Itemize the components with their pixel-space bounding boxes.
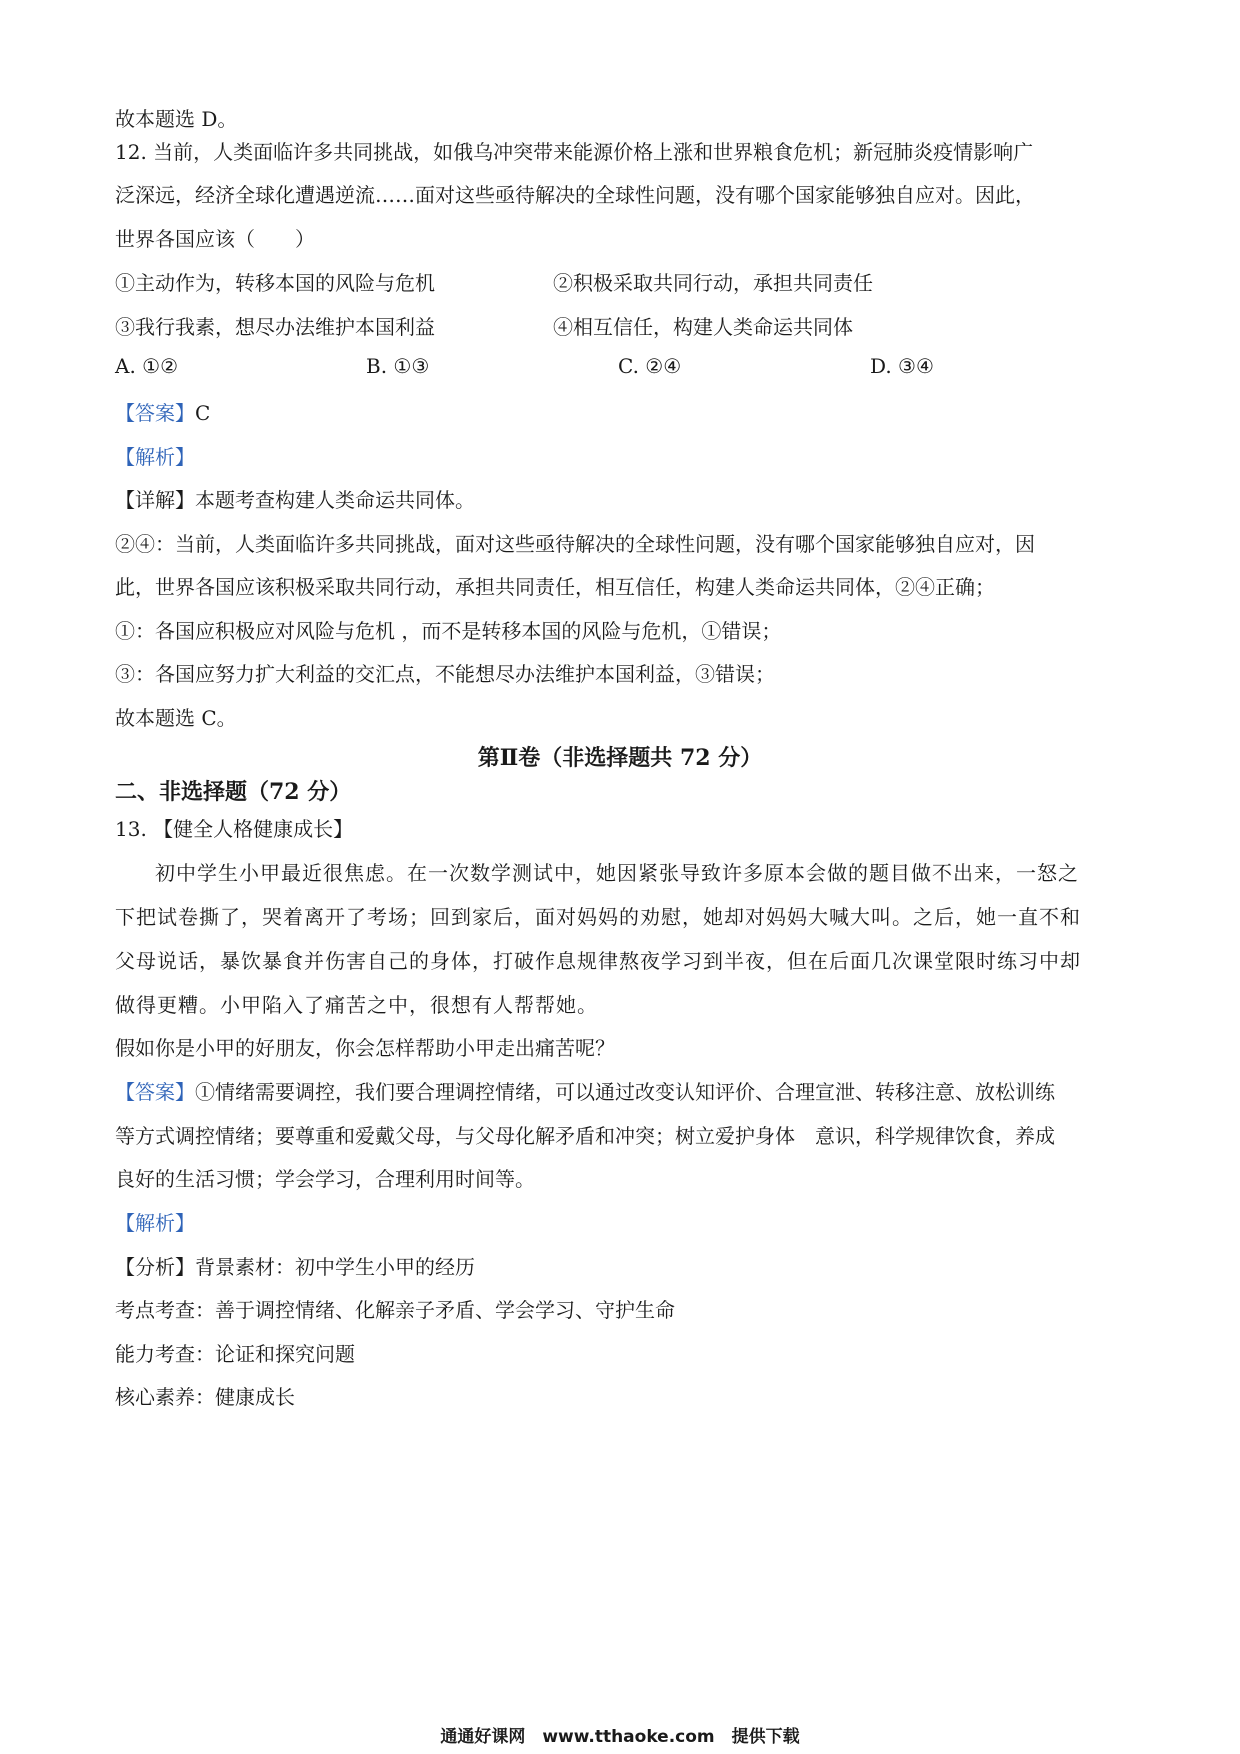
q13-material-line-1: 初中学生小甲最近很焦虑。在一次数学测试中，她因紧张导致许多原本会做的题目做不出来，一怒之 bbox=[155, 861, 1079, 885]
q13-material-line-4: 做得更糟。小甲陷入了痛苦之中，很想有人帮帮她。 bbox=[115, 993, 598, 1017]
q12-choice-a: A. ①② bbox=[115, 354, 179, 378]
answer-tag: 【答案】 bbox=[115, 1080, 195, 1104]
q12-item-3: ③我行我素，想尽办法维护本国利益 bbox=[115, 315, 435, 339]
q12-choice-b: B. ①③ bbox=[366, 354, 430, 378]
q13-answer-line-3: 良好的生活习惯；学会学习，合理利用时间等。 bbox=[115, 1167, 535, 1191]
footer-watermark: 通通好课网 www.tthaoke.com 提供下载 bbox=[440, 1727, 800, 1747]
q12-explanation-line-1: ②④：当前，人类面临许多共同挑战，面对这些亟待解决的全球性问题，没有哪个国家能够独自应对，因 bbox=[115, 532, 1035, 556]
q13-material-line-2: 下把试卷撕了，哭着离开了考场；回到家后，面对妈妈的劝慰，她却对妈妈大喊大叫。之后，她一直不和 bbox=[115, 905, 1081, 929]
q12-analysis-tag: 【解析】 bbox=[115, 445, 195, 469]
q12-stem-line-3: 世界各国应该（ ） bbox=[115, 227, 315, 251]
answer-value: C bbox=[195, 401, 211, 425]
q12-choice-c: C. ②④ bbox=[618, 354, 682, 378]
q12-item-1: ①主动作为，转移本国的风险与危机 bbox=[115, 271, 435, 295]
q12-choice-d: D. ③④ bbox=[870, 354, 934, 378]
q12-conclusion: 故本题选 C。 bbox=[115, 706, 237, 730]
q12-explanation-item-3: ③：各国应努力扩大利益的交汇点，不能想尽办法维护本国利益，③错误； bbox=[115, 662, 775, 686]
q13-answer-line-2: 等方式调控情绪；要尊重和爱戴父母，与父母化解矛盾和冲突；树立爱护身体 意识，科学规律饮食，养成 bbox=[115, 1124, 1055, 1148]
q12-stem-line-2: 泛深远，经济全球化遭遇逆流……面对这些亟待解决的全球性问题，没有哪个国家能够独自应对。因此， bbox=[115, 183, 1035, 207]
q13-analysis-tag: 【解析】 bbox=[115, 1211, 195, 1235]
q12-item-4: ④相互信任，构建人类命运共同体 bbox=[553, 315, 853, 339]
part-2-title: 第Ⅱ卷（非选择题共 72 分） bbox=[477, 745, 763, 771]
q12-detail: 【详解】本题考查构建人类命运共同体。 bbox=[115, 488, 475, 512]
q12-stem-line-1: 12. 当前，人类面临许多共同挑战，如俄乌冲突带来能源价格上涨和世界粮食危机；新冠肺炎疫情影响广 bbox=[115, 140, 1034, 164]
answer-tag: 【答案】 bbox=[115, 401, 195, 425]
q13-material-line-3: 父母说话，暴饮暴食并伤害自己的身体，打破作息规律熬夜学习到半夜，但在后面几次课堂限时练习中却 bbox=[115, 949, 1081, 973]
q13-analysis-line-2: 考点考查：善于调控情绪、化解亲子矛盾、学会学习、守护生命 bbox=[115, 1298, 675, 1322]
q13-analysis-line-1: 【分析】背景素材：初中学生小甲的经历 bbox=[115, 1255, 475, 1279]
q12-answer bbox=[115, 398, 1125, 428]
q12-explanation-line-2: 此，世界各国应该积极采取共同行动，承担共同责任，相互信任，构建人类命运共同体，②④正确； bbox=[115, 575, 995, 599]
q11-conclusion: 故本题选 D。 bbox=[115, 107, 238, 131]
section-2-title: 二、非选择题（72 分） bbox=[115, 779, 352, 805]
q13-analysis-line-3: 能力考查：论证和探究问题 bbox=[115, 1342, 355, 1366]
q13-analysis-line-4: 核心素养：健康成长 bbox=[115, 1385, 295, 1409]
q12-explanation-item-1: ①：各国应积极应对风险与危机 ，而不是转移本国的风险与危机，①错误； bbox=[115, 619, 782, 643]
q13-answer-line-1 bbox=[115, 1077, 1125, 1107]
answer-text: ①情绪需要调控，我们要合理调控情绪，可以通过改变认知评价、合理宣泄、转移注意、放松训练 bbox=[195, 1080, 1055, 1104]
q12-item-2: ②积极采取共同行动，承担共同责任 bbox=[553, 271, 873, 295]
q13-question: 假如你是小甲的好朋友，你会怎样帮助小甲走出痛苦呢？ bbox=[115, 1036, 615, 1060]
q13-title: 13. 【健全人格健康成长】 bbox=[115, 817, 354, 841]
